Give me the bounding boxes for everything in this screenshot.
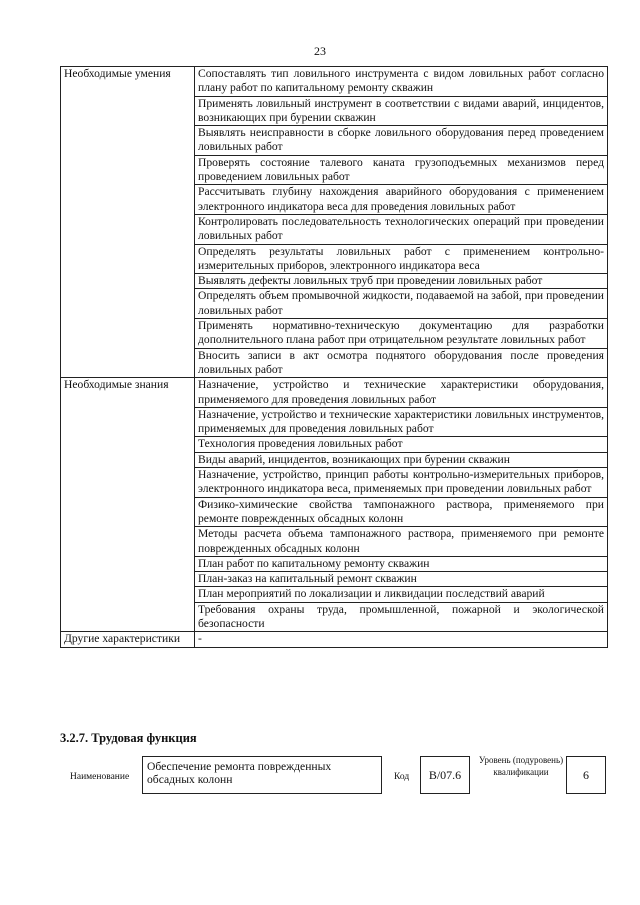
table-cell: Виды аварий, инцидентов, возникающих при бурении скважин	[195, 452, 608, 467]
section-label: Другие характеристики	[61, 632, 195, 647]
table-cell: План работ по капитальному ремонту скважин	[195, 556, 608, 571]
table-cell: Физико-химические свойства тампонажного раствора, применяемого при ремонте поврежденных обсадных колонн	[195, 497, 608, 527]
table-cell: Рассчитывать глубину нахождения аварийного оборудования с применением электронного индикатора веса для проведения ловильных работ	[195, 185, 608, 215]
table-cell: Применять ловильный инструмент в соответствии с видами аварий, инцидентов, возникающих при бурении скважин	[195, 96, 608, 126]
table-cell: Назначение, устройство и технические характеристики оборудования, применяемого для проведения ловильных работ	[195, 378, 608, 408]
name-value: Обеспечение ремонта поврежденных обсадных колонн	[142, 756, 382, 794]
section-label: Необходимые умения	[61, 67, 195, 378]
code-label: Код	[394, 772, 410, 782]
table-cell: Вносить записи в акт осмотра поднятого оборудования после проведения ловильных работ	[195, 348, 608, 378]
table-cell: Применять нормативно-техническую документацию для разработки дополнительного плана работ при отрицательном результате ловильных работ	[195, 319, 608, 349]
table-row	[61, 632, 608, 647]
table-cell: Контролировать последовательность технологических операций при проведении ловильных работ	[195, 214, 608, 244]
level-value: 6	[566, 756, 606, 794]
table-cell: Определять результаты ловильных работ с применением контрольно-измерительных приборов, электронного индикатора веса	[195, 244, 608, 274]
function-header	[60, 756, 608, 796]
table-cell: Определять объем промывочной жидкости, подаваемой на забой, при проведении ловильных работ	[195, 289, 608, 319]
table-cell: Технология проведения ловильных работ	[195, 437, 608, 452]
section-title: 3.2.7. Трудовая функция	[60, 731, 197, 745]
page-number: 23	[314, 44, 326, 58]
table-cell: Требования охраны труда, промышленной, пожарной и экологической безопасности	[195, 602, 608, 632]
name-label: Наименование	[70, 772, 130, 782]
table-cell: Сопоставлять тип ловильного инструмента с видом ловильных работ согласно плану работ по капитальному ремонту скважин	[195, 67, 608, 97]
table-cell: Выявлять неисправности в сборке ловильного оборудования перед проведением ловильных работ	[195, 126, 608, 156]
table-cell: План-заказ на капитальный ремонт скважин	[195, 572, 608, 587]
table-cell: Методы расчета объема тампонажного раствора, применяемого при ремонте поврежденных обсадных колонн	[195, 527, 608, 557]
table-row	[61, 67, 608, 97]
section-label: Необходимые знания	[61, 378, 195, 632]
table-cell: Выявлять дефекты ловильных труб при проведении ловильных работ	[195, 274, 608, 289]
table-cell: Назначение, устройство и технические характеристики ловильных инструментов, применяемых для проведения ловильных работ	[195, 407, 608, 437]
code-value: B/07.6	[420, 756, 470, 794]
table-cell: Назначение, устройство, принцип работы контрольно-измерительных приборов, электронного индикатора веса, применяемых при проведении ловильных работ	[195, 468, 608, 498]
table-cell: Проверять состояние талевого каната грузоподъемных механизмов перед проведением ловильных работ	[195, 155, 608, 185]
table-row	[61, 378, 608, 408]
table-cell: -	[195, 632, 608, 647]
table-cell: План мероприятий по локализации и ликвидации последствий аварий	[195, 587, 608, 602]
level-label: Уровень (подуровень) квалификации	[478, 755, 564, 777]
requirements-table	[60, 66, 608, 648]
